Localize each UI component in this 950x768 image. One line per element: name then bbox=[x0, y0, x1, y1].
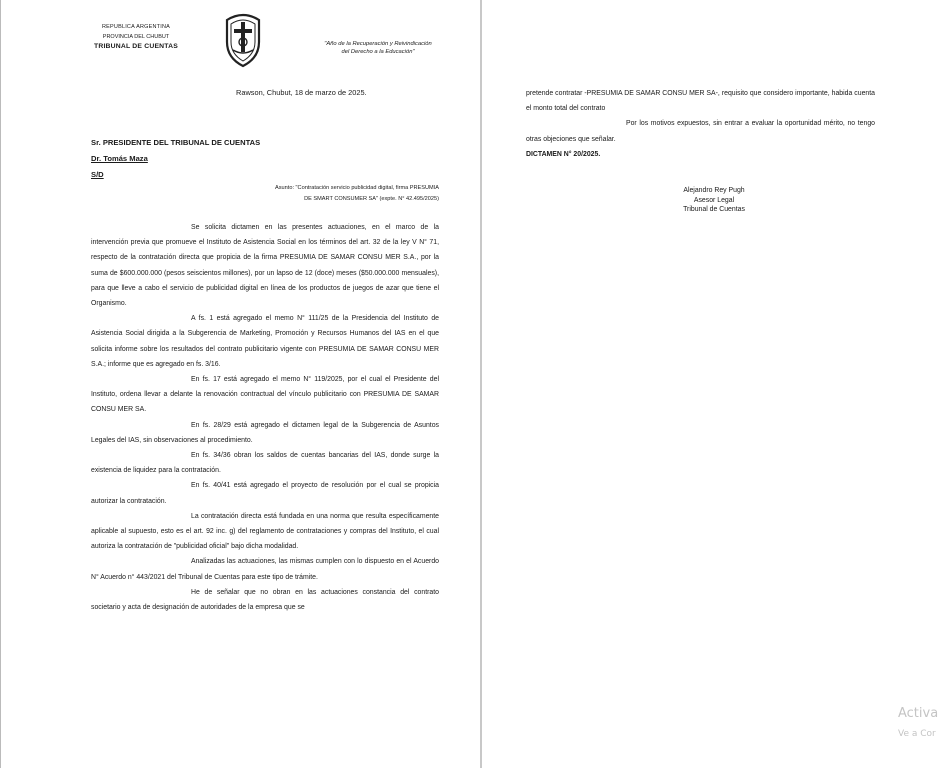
letter-date: Rawson, Chubut, 18 de marzo de 2025. bbox=[236, 88, 367, 97]
salutation-sd: S/D bbox=[91, 170, 104, 179]
provincial-seal-icon bbox=[221, 12, 265, 68]
subject-line-1: Asunto: "Contratación servicio publicidad digital, firma PRESUMIA bbox=[275, 185, 439, 191]
signature-block bbox=[634, 186, 794, 215]
activation-watermark-subtitle: Ve a Cor bbox=[898, 729, 936, 739]
paragraph: En fs. 34/36 obran los saldos de cuentas bancarias del IAS, donde surge la existencia de liquidez para la contratación. bbox=[91, 452, 439, 475]
signature-name: Alejandro Rey Pugh bbox=[683, 187, 745, 194]
dictamen-number: DICTAMEN N° 20/2025. bbox=[526, 150, 601, 158]
paragraph-conclusion: Por los motivos expuestos, sin entrar a evaluar la oportunidad mérito, no tengo otras objeciones que señalar. bbox=[526, 120, 875, 143]
letter-body bbox=[91, 220, 439, 615]
province-label: PROVINCIA DEL CHUBUT bbox=[102, 34, 170, 40]
signature-org: Tribunal de Cuentas bbox=[683, 206, 745, 213]
paragraph: Se solicita dictamen en las presentes actuaciones, en el marco de la intervención previa que promueve el Instituto de Asistencia Social en los términos del art. 32 de la ley V N° 71, respecto de la contratación directa que propicia de la firma PRESUMIA DE SAMAR CONSU MER S.A., por la suma de $600.000.000 (pesos seiscientos millones), por un lapso de 12 (doce) meses ($50.000.000 mensuales), para que lleve a cabo el servicio de publicidad digital en línea de los productos de juegos de azar que tiene el Organismo. bbox=[91, 224, 439, 308]
letterhead bbox=[71, 22, 201, 52]
country-label: REPUBLICA ARGENTINA bbox=[102, 24, 170, 30]
signature-role: Asesor Legal bbox=[693, 196, 735, 204]
institution-label: TRIBUNAL DE CUENTAS bbox=[94, 43, 178, 50]
document-page-2 bbox=[484, 0, 950, 768]
paragraph-continuation: pretende contratar -PRESUMIA DE SAMAR CONSU MER SA-, requisito que considero importante, habida cuenta el monto total del contrato bbox=[526, 90, 875, 113]
activation-watermark-title: Activa bbox=[898, 706, 939, 721]
subject-line bbox=[191, 183, 439, 205]
motto-line-2: del Derecho a la Educación" bbox=[341, 49, 415, 55]
page-divider bbox=[480, 0, 482, 768]
recipient-name: Dr. Tomás Maza bbox=[91, 154, 148, 163]
paragraph: A fs. 1 está agregado el memo N° 111/25 de la Presidencia del Instituto de Asistencia Social dirigida a la Subgerencia de Marketing, Promoción y Recursos Humanos del IAS en el que solicita informe sobre los resultados del contrato publicitario vigente con PRESUMIA DE SAMAR CONSU MER S.A.; informe que es agregado en fs. 3/16. bbox=[91, 315, 439, 368]
paragraph: En fs. 28/29 está agregado el dictamen legal de la Subgerencia de Asuntos Legales del IAS, sin observaciones al procedimiento. bbox=[91, 421, 439, 444]
letter-body-continued bbox=[526, 86, 875, 162]
paragraph: En fs. 40/41 está agregado el proyecto de resolución por el cual se propicia autorizar la contratación. bbox=[91, 482, 439, 505]
recipient-title: Sr. PRESIDENTE DEL TRIBUNAL DE CUENTAS bbox=[91, 138, 261, 147]
paragraph: He de señalar que no obran en las actuaciones constancia del contrato societario y acta de designación de autoridades de la empresa que se bbox=[91, 588, 439, 612]
paragraph: Analizadas las actuaciones, las mismas cumplen con lo dispuesto en el Acuerdo N° Acuerdo n° 443/2021 del Tribunal de Cuentas para este tipo de trámite. bbox=[91, 558, 439, 581]
motto-line-1: "Año de la Recuperación y Reivindicación bbox=[324, 41, 432, 47]
paragraph: En fs. 17 está agregado el memo N° 119/2025, por el cual el Presidente del Instituto, ordena llevar a delante la renovación contractual del vínculo publicitario con PRESUMIA DE SAMAR CONSU MER SA. bbox=[91, 376, 439, 414]
paragraph: La contratación directa está fundada en una norma que resulta específicamente aplicable al supuesto, esto es el art. 92 inc. g) del reglamento de contrataciones y compras del Instituto, el cual autoriza la contratación de "publicidad oficial" bajo dicha modalidad. bbox=[91, 512, 439, 551]
subject-line-2: DE SMART CONSUMER SA" (expte. N° 42.495/2025) bbox=[304, 196, 439, 202]
year-motto bbox=[293, 40, 463, 56]
